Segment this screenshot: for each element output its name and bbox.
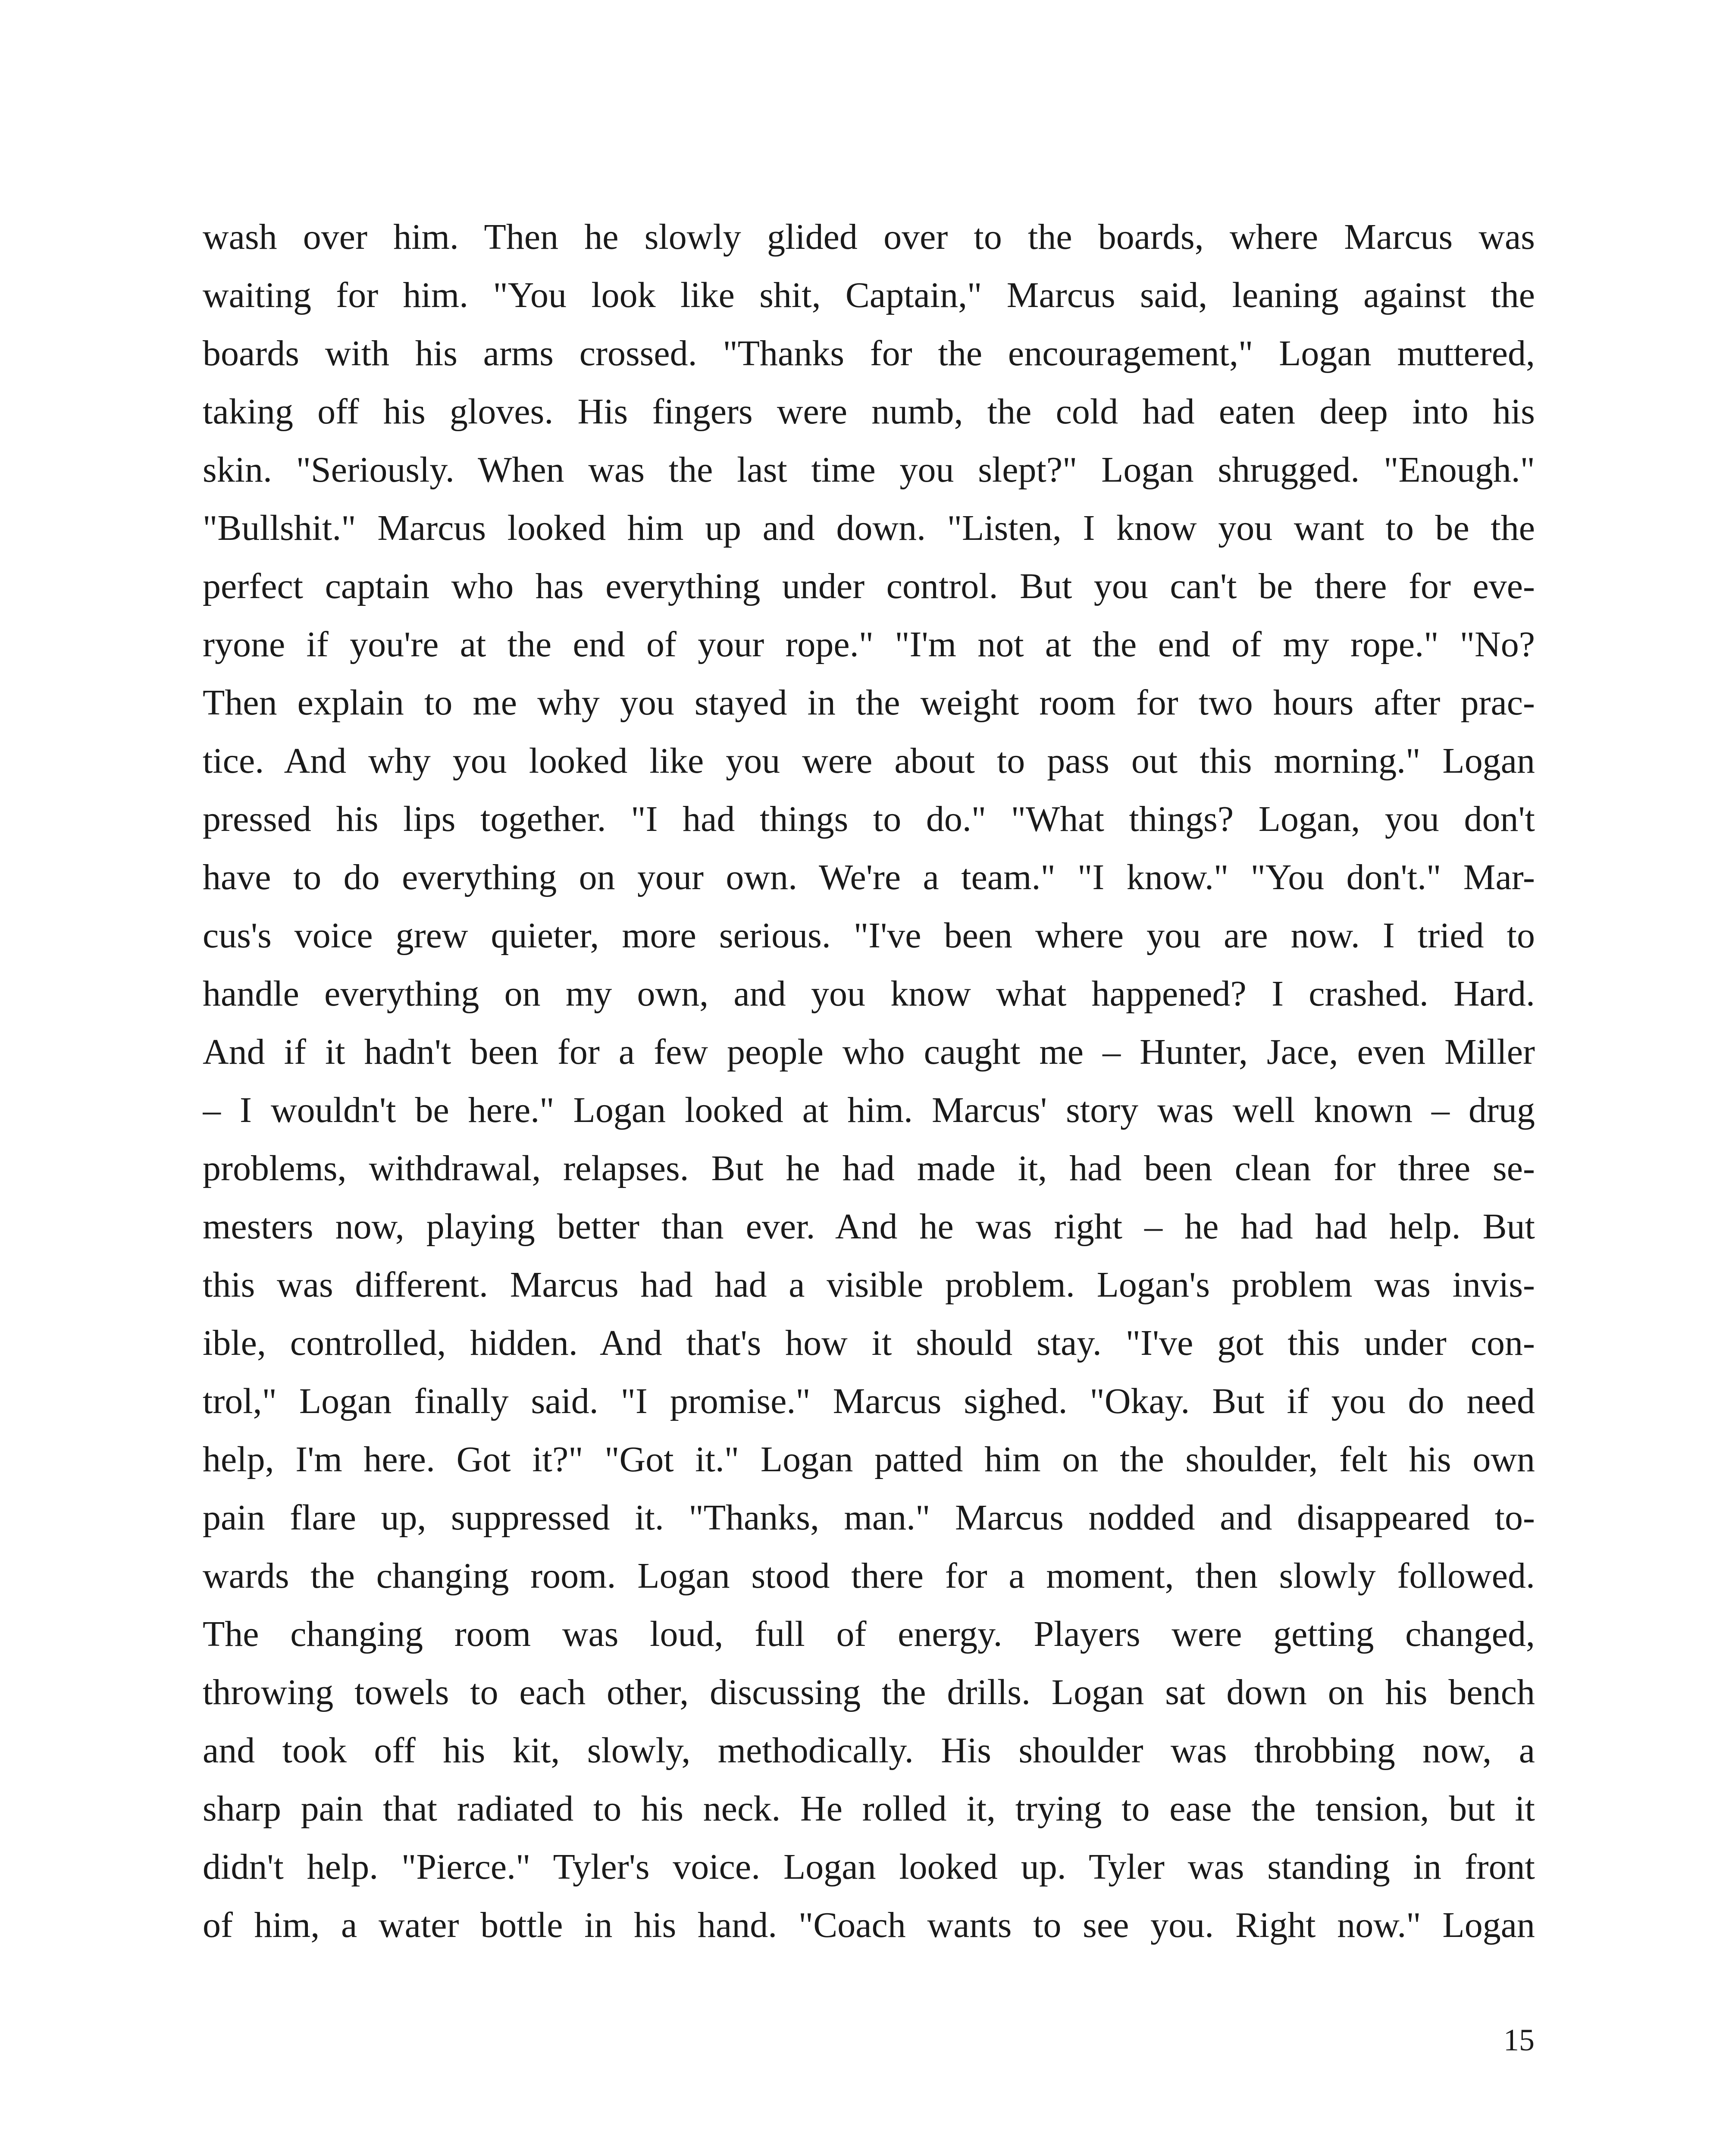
text-line: didn't help. "Pierce." Tyler's voice. Logan looked up. Tyler was standing in front: [203, 1847, 1535, 1887]
text-line: "Bullshit." Marcus looked him up and down. "Listen, I know you want to be the: [203, 508, 1535, 548]
text-line: ryone if you're at the end of your rope." "I'm not at the end of my rope." "No?: [203, 624, 1535, 664]
text-line: perfect captain who has everything under control. But you can't be there for eve-: [203, 566, 1535, 606]
text-line: taking off his gloves. His fingers were numb, the cold had eaten deep into his: [203, 392, 1535, 432]
text-line: cus's voice grew quieter, more serious. "I've been where you are now. I tried to: [203, 915, 1535, 956]
text-line: of him, a water bottle in his hand. "Coach wants to see you. Right now." Logan: [203, 1905, 1535, 1945]
page-number: 15: [1503, 2023, 1535, 2057]
text-line: throwing towels to each other, discussing the drills. Logan sat down on his bench: [203, 1672, 1535, 1712]
text-line: pressed his lips together. "I had things to do." "What things? Logan, you don't: [203, 799, 1535, 839]
body-text: [203, 208, 1535, 1954]
text-line: tice. And why you looked like you were about to pass out this morning." Logan: [203, 741, 1535, 781]
text-line: skin. "Seriously. When was the last time you slept?" Logan shrugged. "Enough.": [203, 450, 1535, 490]
text-line: And if it hadn't been for a few people who caught me – Hunter, Jace, even Miller: [203, 1032, 1535, 1072]
text-line: this was different. Marcus had had a visible problem. Logan's problem was invis-: [203, 1265, 1535, 1305]
text-line: pain flare up, suppressed it. "Thanks, man." Marcus nodded and disappeared to-: [203, 1498, 1535, 1538]
text-line: trol," Logan finally said. "I promise." Marcus sighed. "Okay. But if you do need: [203, 1381, 1535, 1421]
text-line: sharp pain that radiated to his neck. He rolled it, trying to ease the tension, but it: [203, 1789, 1535, 1829]
text-line: Then explain to me why you stayed in the weight room for two hours after prac-: [203, 683, 1535, 723]
text-line: wards the changing room. Logan stood there for a moment, then slowly followed.: [203, 1556, 1535, 1596]
text-line: have to do everything on your own. We're a team." "I know." "You don't." Mar-: [203, 857, 1535, 897]
text-line: help, I'm here. Got it?" "Got it." Logan patted him on the shoulder, felt his own: [203, 1439, 1535, 1479]
text-line: waiting for him. "You look like shit, Captain," Marcus said, leaning against the: [203, 275, 1535, 315]
text-line: boards with his arms crossed. "Thanks for the encouragement," Logan muttered,: [203, 333, 1535, 373]
text-line: and took off his kit, slowly, methodically. His shoulder was throbbing now, a: [203, 1730, 1535, 1771]
text-line: handle everything on my own, and you know what happened? I crashed. Hard.: [203, 974, 1535, 1014]
text-line: – I wouldn't be here." Logan looked at him. Marcus' story was well known – drug: [203, 1090, 1535, 1130]
text-line: wash over him. Then he slowly glided over to the boards, where Marcus was: [203, 217, 1535, 257]
text-line: The changing room was loud, full of energy. Players were getting changed,: [203, 1614, 1535, 1654]
text-line: problems, withdrawal, relapses. But he had made it, had been clean for three se-: [203, 1148, 1535, 1188]
text-line: ible, controlled, hidden. And that's how it should stay. "I've got this under con-: [203, 1323, 1535, 1363]
text-line: mesters now, playing better than ever. And he was right – he had had help. But: [203, 1206, 1535, 1247]
